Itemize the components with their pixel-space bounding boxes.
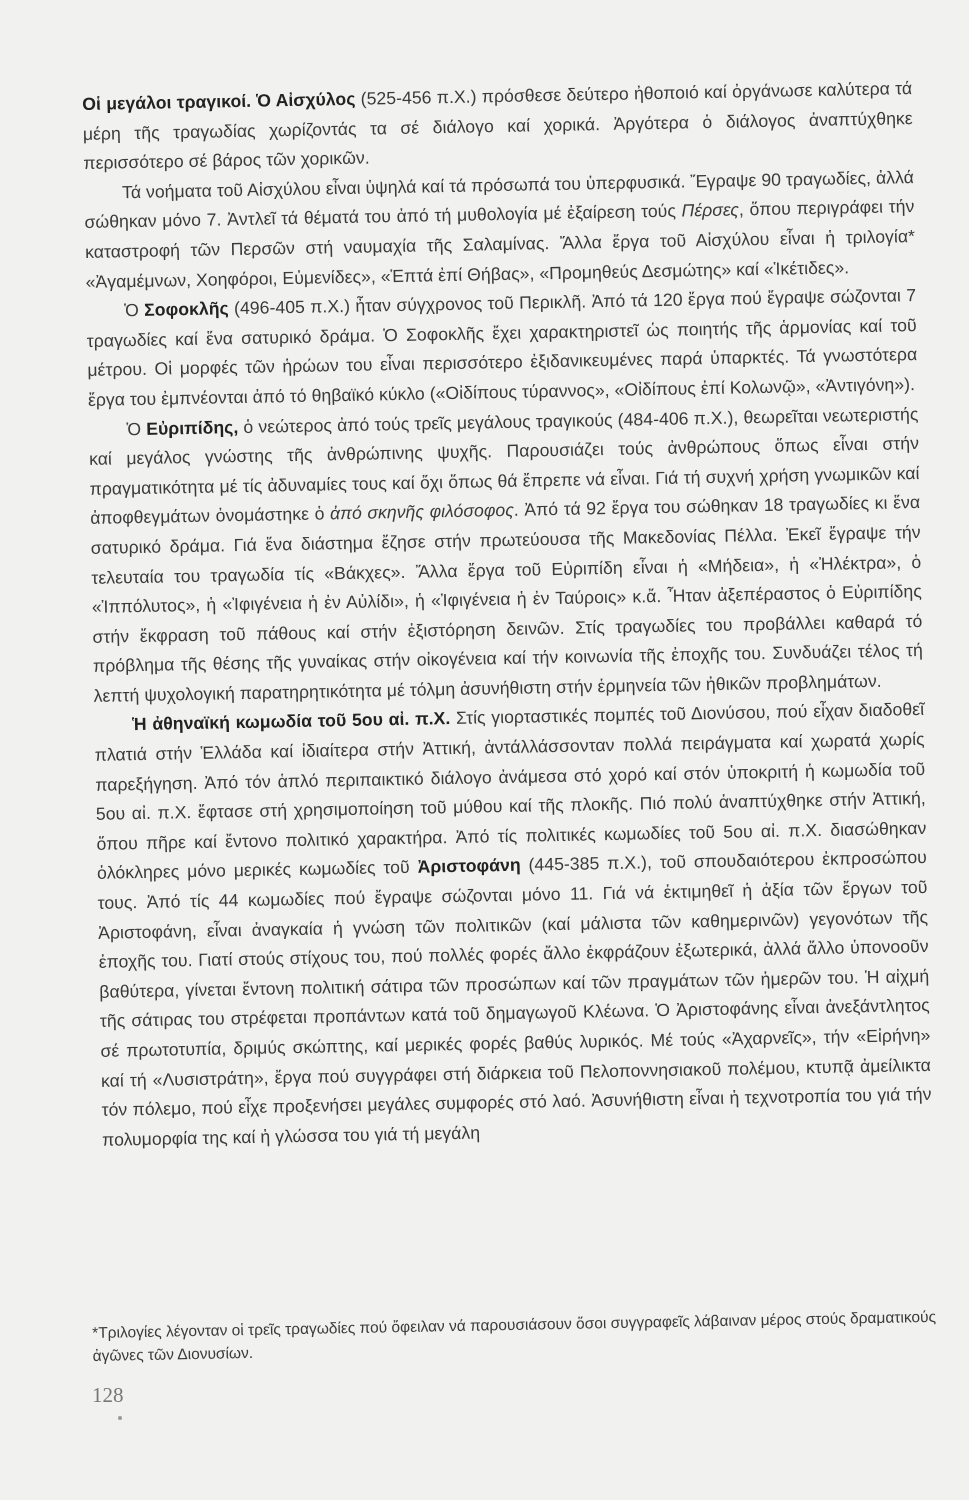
paragraph-sophocles: Ὁ Σοφοκλῆς (496-405 π.Χ.) ἦταν σύγχρονος τοῦ Περικλῆ. Ἀπό τά 120 ἔργα πού ἔγραψε σώζονται 7 τραγωδίες καί ἕνα σατυρικό δράμα. Ὁ Σοφοκλῆς ἔχει χαρακτηριστεῖ ὡς ποιητής τῆς ἁρμονίας καί τοῦ μέτρου. Οἱ μορφές τῶν ἡρώων του εἶναι περισσότερο ἐξιδανικευμένες παρά ὑπαρκτές. Τά γνωστότερα ἔργα του ἐμπνέονται ἀπό τό θηβαϊκό κύκλο («Οἰδίπους τύραννος», «Οἰδίπους ἐπί Κολωνῷ», «Ἀντιγόνη»). [86,285,918,410]
paragraph-comedy: Ἡ ἀθηναϊκή κωμωδία τοῦ 5ου αἰ. π.Χ. Στίς γιορταστικές πομπές τοῦ Διονύσου, πού εἶχαν διαδοθεῖ πλατιά στήν Ἑλλάδα καί ἰδιαίτερα στήν Ἀττική, ἀντάλλάσσονταν πολλά πειράγματα καί χωρατά χωρίς παρεξήγηση. Ἀπό τόν ἁπλό περιπαικτικό διάλογο ἀνάμεσα στό χορό καί στόν ὑποκριτή ἡ κωμωδία τοῦ 5ου αἰ. π.Χ. ἔφτασε στή χρησιμοποίηση τοῦ μύθου καί τῆς πλοκῆς. Πιό πολύ ἀναπτύχθηκε στήν Ἀττική, ὅπου πῆρε καί ἔντονο πολιτικό χαρακτήρα. Ἀπό τίς πολιτικές κωμωδίες τοῦ 5ου αἰ. π.Χ. διασώθηκαν ὁλόκληρες μόνο μερικές κωμωδίες τοῦ Ἀριστοφάνη (445-385 π.Χ.), τοῦ σπουδαιότερου ἐκπροσώπου τους. Ἀπό τίς 44 κωμωδίες πού ἔγραψε σώζονται μόνο 11. Γιά νά ἐκτιμηθεῖ ἡ ἀξία τῶν ἔργων τοῦ Ἀριστοφάνη, εἶναι ἀναγκαία ἡ γνώση τῶν πολιτικῶν (καί μάλιστα τῶν καθημερινῶν) γεγονότων τῆς ἐποχῆς του. Γιατί στούς στίχους του, πού πολλές φορές ἄλλο ἐκφράζουν ἐξωτερικά, ἀλλά ἄλλο ὑπονοοῦν βαθύτερα, γίνεται ἔντονη πολιτική σάτιρα τῶν προσώπων καί τῶν πραγμάτων τῶν ἡμερῶν του. Ἡ αἰχμή τῆς σάτιρας του στρέφεται προπάντων κατά τοῦ δημαγωγοῦ Κλέωνα. Ὁ Ἀριστοφάνης εἶναι ἀνεξάντλητος σέ πρωτοτυπία, δριμύς σκώπτης, καί μερικές φορές βαθύς λυρικός. Μέ τούς «Ἀχαρνεῖς», τήν «Εἰρήνη» καί τή «Λυσιστράτη», ἔργα πού συγγράφει στή διάρκεια τοῦ Πελοποννησιακοῦ πολέμου, κτυπᾷ ἀμείλικτα τόν πόλεμο, πού εἶχε προξενήσει μεγάλες συμφορές στό λαό. Ἀσυνήθιστη εἶναι ἡ τεχνοτροπία του γιά τήν πολυμορφία της καί ἡ γλώσσα του γιά τή μεγάλη [94,699,932,1150]
footnote: *Τριλογίες λέγονταν οἱ τρεῖς τραγωδίες πού ὄφειλαν νά παρουσιάσουν ὅσοι συγγραφεῖς λάβαιναν μέρος στούς δραματικούς ἀγῶνες τῶν Διονυσίων. [92,1308,937,1365]
print-speck [118,1416,122,1420]
name-sophocles: Σοφοκλῆς [143,298,229,321]
name-euripides: Εὐριπίδης, [146,416,239,439]
section-heading-comedy: Ἡ ἀθηναϊκή κωμωδία τοῦ 5ου αἰ. π.Χ. [132,708,451,735]
section-heading-tragedians: Οἱ μεγάλοι τραγικοί. Ὁ Αἰσχύλος [82,88,356,114]
name-aristophanes: Ἀριστοφάνη [417,855,521,878]
main-text [82,74,932,1155]
paragraph-aeschylus-works: Τά νοήματα τοῦ Αἰσχύλου εἶναι ὑψηλά καί τά πρόσωπά του ὑπερφυσικά. Ἔγραψε 90 τραγωδίες, ἀλλά σώθηκαν μόνο 7. Ἀντλεῖ τά θέματά του ἀπό τή μυθολογία μέ ἐξαίρεση τούς Πέρσες, ὅπου περιγράφει τήν καταστροφή τῶν Περσῶν στή ναυμαχία τῆς Σαλαμίνας. Ἄλλα ἔργα τοῦ Αἰσχύλου εἶναι ἡ τριλογία* «Ἀγαμέμνων, Χοηφόροι, Εὐμενίδες», «Ἑπτά ἐπί Θήβας», «Προμηθεύς Δεσμώτης» καί «Ἱκέτιδες». [84,166,916,292]
page-number: 128 [92,1383,124,1407]
paragraph-aeschylus-intro: Οἱ μεγάλοι τραγικοί. Ὁ Αἰσχύλος (525-456 π.Χ.) πρόσθεσε δεύτερο ἠθοποιό καί ὀργάνωσε καλύτερα τά μέρη τῆς τραγωδίας χωρίζοντάς τα σέ διάλογο καί χορικά. Ἀργότερα ὁ διάλογος ἀναπτύχθηκε περισσότερο σέ βάρος τῶν χορικῶν. [82,78,913,174]
paragraph-euripides: Ὁ Εὐριπίδης, ὁ νεώτερος ἀπό τούς τρεῖς μεγάλους τραγικούς (484-406 π.Χ.), θεωρεῖται νεωτεριστής καί μεγάλος γνώστης τῆς ἀνθρώπινης ψυχῆς. Παρουσιάζει τούς ἀνθρώπους ὅπως εἶναι στήν πραγματικότητα μέ τίς ἀδυναμίες τους καί ὄχι ὅπως θά ἔπρεπε νά εἶναι. Γιά τή συχνή χρήση γνωμικῶν καί ἀποφθεγμάτων ὀνομάστηκε ὁ ἀπό σκηνῆς φιλόσοφος. Ἀπό τά 92 ἔργα του σώθηκαν 18 τραγωδίες κι ἕνα σατυρικό δράμα. Γιά ἕνα διάστημα ἔζησε στήν πρωτεύουσα τῆς Μακεδονίας Πέλλα. Ἐκεῖ ἔγραψε τήν τελευταία του τραγωδία τίς «Βάκχες». Ἄλλα ἔργα τοῦ Εὐριπίδη εἶναι ἡ «Μήδεια», ἡ «Ἠλέκτρα», ὁ «Ἱππόλυτος», ἡ «Ἰφιγένεια ἡ ἐν Αὐλίδι», ἡ «Ἰφιγένεια ἡ ἐν Ταύροις» κ.ἄ. Ἦταν ἀξεπέραστος ὁ Εὐριπίδης στήν ἔκφραση τοῦ πάθους καί στήν ἐξιστόρηση δεινῶν. Στίς τραγωδίες του προβάλλει καθαρά τό πρόβλημα τῆς θέσης τῆς γυναίκας στήν οἰκογένεια καί τήν κοινωνία τῆς ἐποχῆς του. Συνδυάζει τέλος τή λεπτή ψυχολογική παρατηρητικότητα μέ τόλμη ἀσυνήθιστη στήν ἑρμηνεία τῶν ἠθικῶν προβλημάτων. [88,403,924,706]
